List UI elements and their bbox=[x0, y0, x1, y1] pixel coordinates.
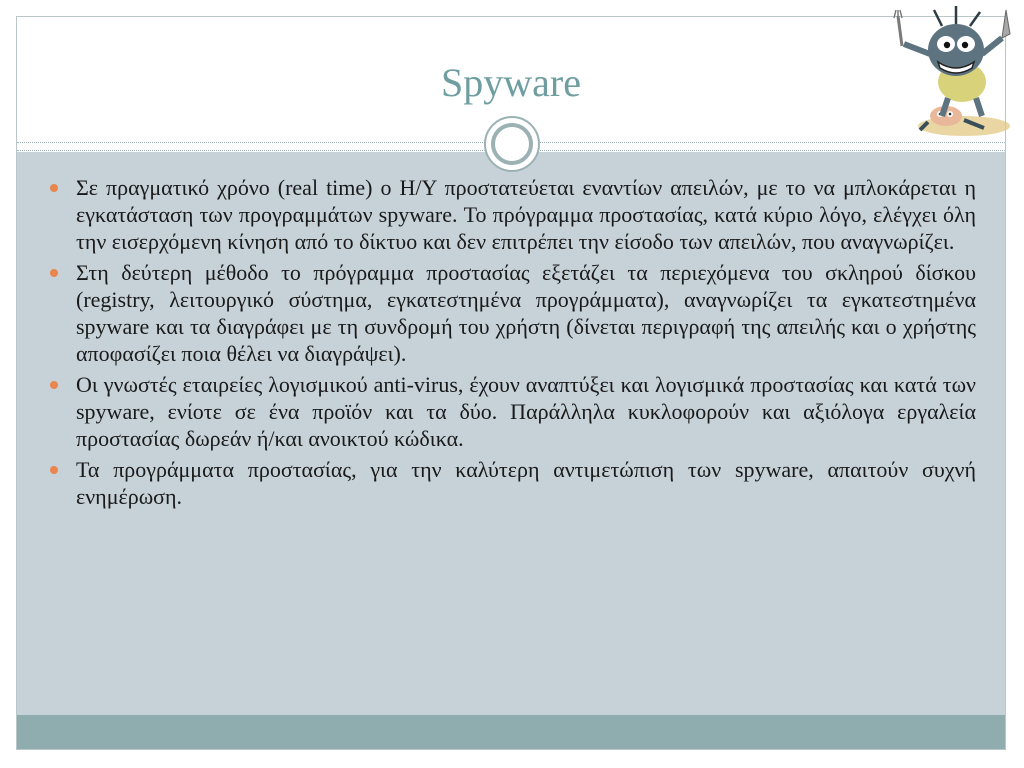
bullet-dot-icon bbox=[50, 466, 58, 474]
bullet-text: Στη δεύτερη μέθοδο το πρόγραμμα προστασίας εξετάζει τα περιεχόμενα του σκληρού δίσκου (registry, λειτουργικό σύστημα, εγκατεστημένα προγράμματα), αναγνωρίζει τα εγκατεστημένα spyware και τα διαγράφει με τη συνδρομή του χρήστη (δίνεται περιγραφή της απειλής και ο χρήστης αποφασίζει ποια θέλει να διαγράψει). bbox=[76, 260, 976, 366]
slide-title: Spyware bbox=[441, 60, 581, 105]
bullet-dot-icon bbox=[50, 269, 58, 277]
bullet-list bbox=[44, 174, 976, 514]
bullet-text: Τα προγράμματα προστασίας, για την καλύτερη αντιμετώπιση των spyware, απαιτούν συχνή ενημέρωση. bbox=[76, 457, 976, 509]
bullet-text: Οι γνωστές εταιρείες λογισμικού anti-virus, έχουν αναπτύξει και λογισμικά προστασίας και κατά των spyware, ενίοτε σε ένα προϊόν και τα δύο. Παράλληλα κυκλοφορούν και αξιόλογα εργαλεία προστασίας δωρεάν ή/και ανοικτού κώδικα. bbox=[76, 372, 976, 451]
bullet-item bbox=[44, 259, 976, 367]
footer-bar bbox=[17, 715, 1005, 749]
bullet-text: Σε πραγματικό χρόνο (real time) ο Η/Υ προστατεύεται εναντίων απειλών, με το να μπλοκάρεται η εγκατάσταση των προγραμμάτων spyware. Το πρόγραμμα προστασίας, κατά κύριο λόγο, ελέγχει όλη την εισερχόμενη κίνηση από το δίκτυο και δεν επιτρέπει την είσοδο των απειλών, που αναγνωρίζει. bbox=[76, 175, 976, 254]
spyware-bug-monster-icon bbox=[884, 4, 1014, 142]
bullet-dot-icon bbox=[50, 381, 58, 389]
divider-ornament-inner bbox=[491, 123, 533, 165]
bullet-item bbox=[44, 456, 976, 510]
bullet-dot-icon bbox=[50, 184, 58, 192]
bullet-item bbox=[44, 371, 976, 452]
bullet-item bbox=[44, 174, 976, 255]
